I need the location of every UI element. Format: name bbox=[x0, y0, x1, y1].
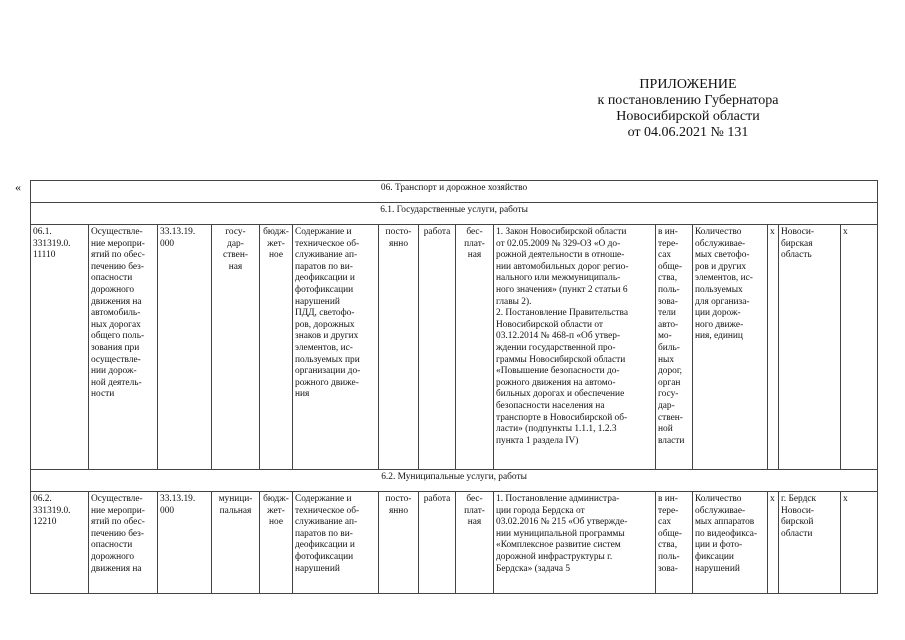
cell-funding: бюдж- жет- ное bbox=[260, 225, 293, 470]
cell-indicator: Количество обслуживае- мых аппаратов по видеофикса- ции и фото- фиксации нарушений bbox=[693, 492, 768, 594]
cell-code: 06.2. 331319.0. 12210 bbox=[31, 492, 89, 594]
cell-kind: работа bbox=[419, 225, 456, 470]
cell-content: Содержание и техническое об- служивание ап- паратов по ви- деофиксации и фотофиксации нарушений bbox=[293, 492, 379, 594]
cell-name: Осуществле- ние меропри- ятий по обес- печению без- опасности дорожного движения на bbox=[89, 492, 158, 594]
cell-okved: 33.13.19. 000 bbox=[158, 225, 212, 470]
subsection-title-1: 6.1. Государственные услуги, работы bbox=[31, 203, 878, 225]
appendix-line-1: к постановлению Губернатора bbox=[597, 93, 779, 108]
cell-territory: Новоси- бирская область bbox=[779, 225, 841, 470]
cell-x2: х bbox=[841, 225, 878, 470]
appendix-line-2: Новосибирской области bbox=[616, 109, 760, 124]
cell-payment: бес- плат- ная bbox=[456, 492, 494, 594]
cell-x1: х bbox=[768, 492, 779, 594]
opening-quote: « bbox=[15, 180, 21, 194]
cell-legal-basis: 1. Закон Новосибирской области от 02.05.2009 № 329-ОЗ «О до- рожной деятельности в отноше- нии автомобильных дорог регио- нального или межмуниципаль- ного значения» (пункт 2 статьи 6 главы 2). 2. Постановление Правительства Новосибирской области от 03.12.2014 № 468-п «Об утвер- ждении государственной про- граммы Новосибирской области «Повышение безопасности до- рожного движения на автомо- бильных дорогах и обеспечение безопасности населения на транспорте в Новосибирской об- ласти» (подпункты 1.1.1, 1.2.3 пункта 1 раздела IV) bbox=[494, 225, 656, 470]
cell-periodicity: посто- янно bbox=[379, 225, 419, 470]
cell-funding: бюдж- жет- ное bbox=[260, 492, 293, 594]
subsection-title-2: 6.2. Муниципальные услуги, работы bbox=[31, 470, 878, 492]
table-row bbox=[31, 225, 878, 470]
cell-content: Содержание и техническое об- служивание ап- паратов по ви- деофиксации и фотофиксации нарушений ПДД, светофо- ров, дорожных знаков и других элементов, ис- пользуемых при организации до- рожного движе- ния bbox=[293, 225, 379, 470]
cell-x1: х bbox=[768, 225, 779, 470]
section-title: 06. Транспорт и дорожное хозяйство bbox=[31, 181, 878, 203]
registry-table bbox=[30, 180, 878, 594]
cell-consumers: в ин- тере- сах обще- ства, поль- зова- тели авто- мо- биль- ных дорог, орган госу- дар- ствен- ной власти bbox=[656, 225, 693, 470]
cell-legal-basis: 1. Постановление администра- ции города Бердска от 03.02.2016 № 215 «Об утвержде- нии муниципальной программы «Комплексное развитие систем дорожной инфраструктуры г. Бердска» (задача 5 bbox=[494, 492, 656, 594]
cell-territory: г. Бердск Новоси- бирской области bbox=[779, 492, 841, 594]
cell-indicator: Количество обслуживае- мых светофо- ров и других элементов, ис- пользуемых для организа- ции дорож- ного движе- ния, единиц bbox=[693, 225, 768, 470]
cell-consumers: в ин- тере- сах обще- ства, поль- зова- bbox=[656, 492, 693, 594]
cell-level: госу- дар- ствен- ная bbox=[212, 225, 260, 470]
cell-okved: 33.13.19. 000 bbox=[158, 492, 212, 594]
cell-periodicity: посто- янно bbox=[379, 492, 419, 594]
cell-payment: бес- плат- ная bbox=[456, 225, 494, 470]
appendix-title: ПРИЛОЖЕНИЕ bbox=[639, 77, 737, 92]
appendix-line-3: от 04.06.2021 № 131 bbox=[627, 125, 749, 140]
cell-name: Осуществле- ние меропри- ятий по обес- печению без- опасности дорожного движения на автомобиль- ных дорогах общего поль- зования при осуществле- нии дорож- ной деятель- ности bbox=[89, 225, 158, 470]
cell-kind: работа bbox=[419, 492, 456, 594]
table-row bbox=[31, 492, 878, 594]
appendix-header bbox=[573, 77, 803, 141]
cell-code: 06.1. 331319.0. 11110 bbox=[31, 225, 89, 470]
cell-x2: х bbox=[841, 492, 878, 594]
cell-level: муници- пальная bbox=[212, 492, 260, 594]
